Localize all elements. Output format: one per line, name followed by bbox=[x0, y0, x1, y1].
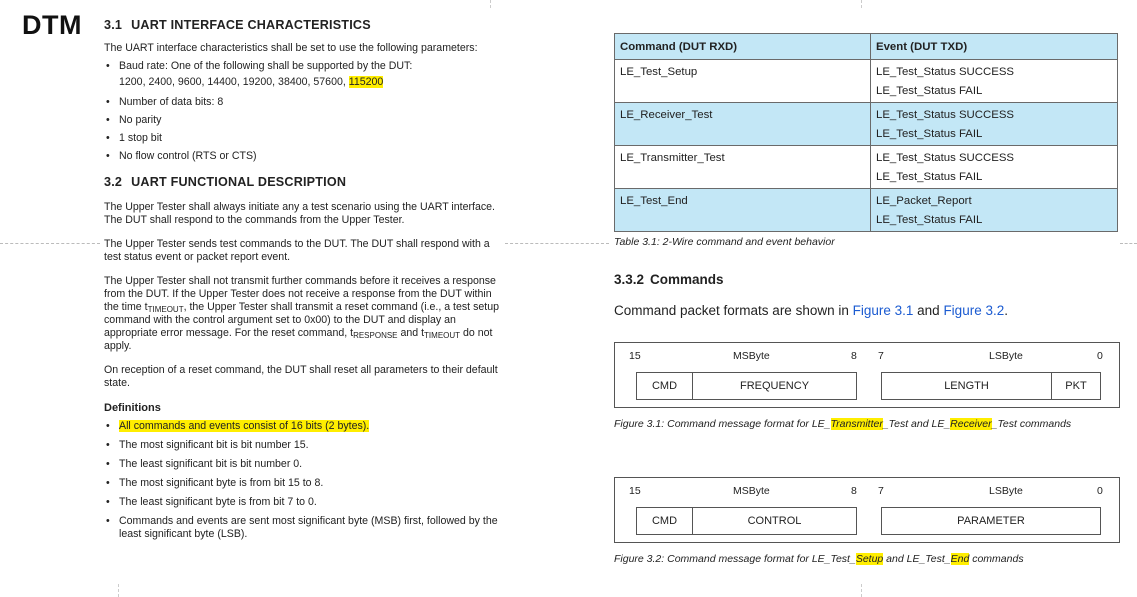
table-cell: LE_Test_Status SUCCESS LE_Test_Status FAIL bbox=[871, 146, 1118, 189]
paragraph: The Upper Tester shall not transmit further commands before it receives a response from the DUT. If the Upper Tester does not receive a response from the DUT within the time $t_{TIMEOUT}$, the Upper Tester shall transmit a reset command (i.e., a test setup command with the control argument set to 0x00) to the DUT and display an appropriate error message. For the reset command, $t_{RESPONSE}$ and $t_{TIMEOUT}$ do not apply. bbox=[104, 275, 499, 352]
lsbyte-box bbox=[881, 507, 1101, 535]
page-margin-mark bbox=[861, 584, 862, 597]
highlight: Receiver bbox=[950, 418, 992, 430]
list-item: • Baud rate: One of the following shall be supported by the DUT: 1200, 2400, 9600, 14400, 19200, 38400, 57600, 115200 bbox=[106, 60, 413, 88]
list-item: • The most significant bit is bit number 15. bbox=[106, 439, 309, 451]
table-cell: LE_Transmitter_Test bbox=[615, 146, 871, 189]
paragraph: The Upper Tester sends test commands to the DUT. The DUT shall respond with a test status event or packet report event. bbox=[104, 238, 490, 263]
list-item: • Commands and events are sent most significant byte (MSB) first, followed by the least significant byte (LSB). bbox=[106, 515, 498, 540]
list-item: • Number of data bits: 8 bbox=[106, 96, 224, 108]
figure-3-1-link[interactable]: Figure 3.1 bbox=[852, 303, 914, 318]
bit-label: 7 bbox=[878, 350, 884, 362]
figure-3-1-diagram bbox=[614, 342, 1120, 408]
page-separator-right bbox=[1120, 243, 1137, 244]
bit-label: 0 bbox=[1097, 485, 1103, 497]
field-cell: CMD bbox=[651, 515, 678, 527]
field-cell: CONTROL bbox=[692, 508, 856, 534]
uart-intro: The UART interface characteristics shall be set to use the following parameters: bbox=[104, 42, 478, 54]
section-3-2-heading: 3.2 UART FUNCTIONAL DESCRIPTION bbox=[104, 175, 347, 189]
list-item: • No parity bbox=[106, 114, 162, 126]
byte-label: MSByte bbox=[733, 350, 770, 362]
table-row bbox=[615, 103, 1118, 146]
table-cell: LE_Test_End bbox=[615, 189, 871, 232]
byte-label: LSByte bbox=[989, 485, 1023, 497]
table-cell: LE_Packet_Report LE_Test_Status FAIL bbox=[871, 189, 1118, 232]
highlight: All commands and events consist of 16 bits (2 bytes). bbox=[119, 420, 370, 432]
table-cell: LE_Receiver_Test bbox=[615, 103, 871, 146]
commands-paragraph: Command packet formats are shown in Figure 3.1 and Figure 3.2. bbox=[614, 303, 1008, 318]
table-caption: Table 3.1: 2-Wire command and event behavior bbox=[614, 236, 835, 248]
list-item: • No flow control (RTS or CTS) bbox=[106, 150, 257, 162]
table-header: Event (DUT TXD) bbox=[871, 34, 1118, 60]
command-event-table bbox=[614, 33, 1118, 232]
table-row bbox=[615, 60, 1118, 103]
paragraph: On reception of a reset command, the DUT shall reset all parameters to their default state. bbox=[104, 364, 498, 389]
page-margin-mark bbox=[490, 0, 491, 8]
bit-label: 7 bbox=[878, 485, 884, 497]
list-item: • The least significant byte is from bit 7 to 0. bbox=[106, 496, 317, 508]
field-cell: FREQUENCY bbox=[692, 373, 856, 399]
field-cell: PKT bbox=[1051, 373, 1100, 399]
list-item: • All commands and events consist of 16 bits (2 bytes). bbox=[106, 420, 370, 432]
uart-params-list bbox=[104, 60, 504, 163]
page-separator-left bbox=[0, 243, 100, 244]
dtm-logo: DTM bbox=[22, 10, 82, 40]
field-cell: LENGTH bbox=[944, 380, 989, 392]
table-row bbox=[615, 189, 1118, 232]
paragraph: The Upper Tester shall always initiate any a test scenario using the UART interface. The DUT shall respond to the commands from the Upper Tester. bbox=[104, 201, 495, 226]
bit-label: 0 bbox=[1097, 350, 1103, 362]
field-cell: CMD bbox=[651, 380, 678, 392]
highlight: End bbox=[950, 553, 970, 565]
msbyte-box bbox=[636, 507, 857, 535]
byte-label: MSByte bbox=[733, 485, 770, 497]
page-margin-mark bbox=[118, 584, 119, 597]
left-column bbox=[104, 19, 504, 541]
figure-3-2-caption: Figure 3.2: Command message format for LE_Test_Setup and LE_Test_End commands bbox=[614, 553, 1024, 565]
definitions-list bbox=[104, 420, 504, 541]
field-cell: PARAMETER bbox=[957, 515, 1025, 527]
table-header-row bbox=[615, 34, 1118, 60]
page-separator-mid bbox=[505, 243, 609, 244]
figure-3-2-diagram bbox=[614, 477, 1120, 543]
list-item: • The least significant bit is bit number 0. bbox=[106, 458, 303, 470]
bit-label: 15 bbox=[629, 485, 641, 497]
bit-label: 15 bbox=[629, 350, 641, 362]
section-3-1-heading: 3.1 UART INTERFACE CHARACTERISTICS bbox=[104, 18, 371, 32]
highlight: Transmitter bbox=[830, 418, 883, 430]
byte-label: LSByte bbox=[989, 350, 1023, 362]
highlight: Setup bbox=[855, 553, 884, 565]
page-margin-mark bbox=[861, 0, 862, 8]
list-item: • 1 stop bit bbox=[106, 132, 162, 144]
lsbyte-box bbox=[881, 372, 1101, 400]
table-cell: LE_Test_Status SUCCESS LE_Test_Status FAIL bbox=[871, 60, 1118, 103]
figure-3-2-link[interactable]: Figure 3.2 bbox=[943, 303, 1005, 318]
bit-label: 8 bbox=[851, 485, 857, 497]
msbyte-box bbox=[636, 372, 857, 400]
table-cell: LE_Test_Setup bbox=[615, 60, 871, 103]
highlight: 115200 bbox=[348, 76, 384, 88]
figure-3-1-caption: Figure 3.1: Command message format for LE_Transmitter_Test and LE_Receiver_Test commands bbox=[614, 418, 1072, 430]
definitions-heading: Definitions bbox=[104, 402, 161, 414]
table-header: Command (DUT RXD) bbox=[615, 34, 871, 60]
table-cell: LE_Test_Status SUCCESS LE_Test_Status FAIL bbox=[871, 103, 1118, 146]
section-3-3-2-heading: 3.3.2 Commands bbox=[614, 272, 724, 287]
list-item: • The most significant byte is from bit 15 to 8. bbox=[106, 477, 324, 489]
bit-label: 8 bbox=[851, 350, 857, 362]
table-row bbox=[615, 146, 1118, 189]
